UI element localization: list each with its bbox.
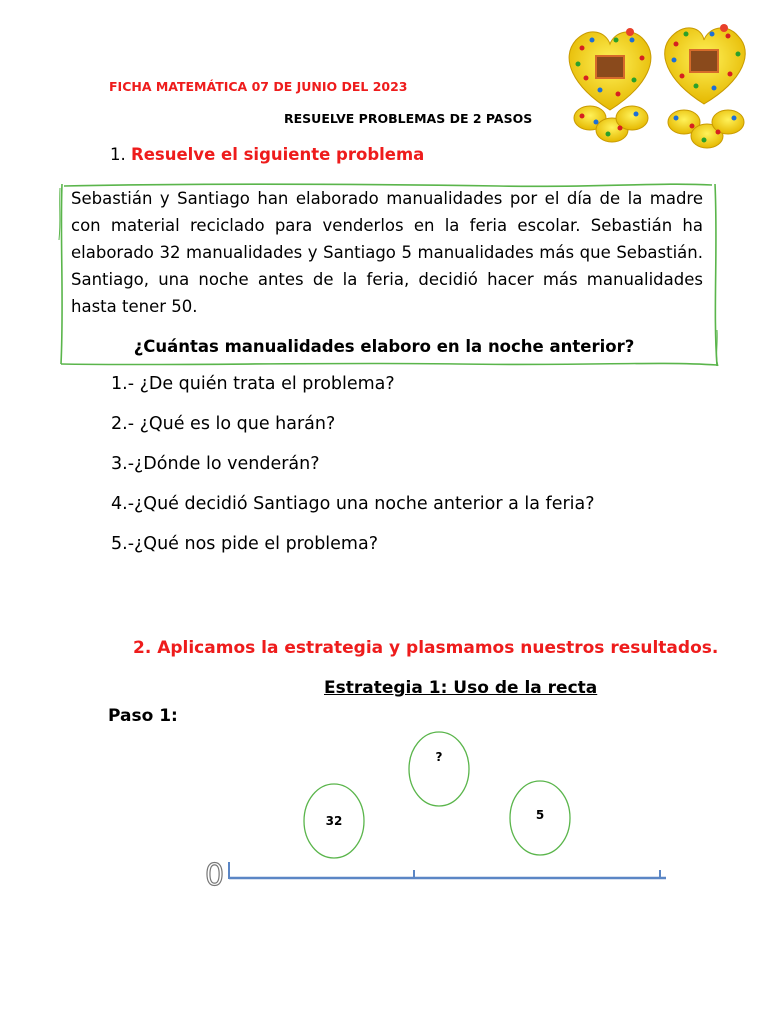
question-2: 2.- ¿Qué es lo que harán?: [111, 414, 336, 434]
question-3: 3.-¿Dónde lo venderán?: [111, 454, 320, 474]
heart-boxes-image: [552, 18, 757, 158]
section2-heading: 2. Aplicamos la estrategia y plasmamos nuestros resultados.: [133, 638, 719, 658]
step-label: Paso 1:: [108, 706, 178, 726]
section1-heading: [110, 145, 424, 164]
problem-question: ¿Cuántas manualidades elaboro en la noche anterior?: [133, 337, 635, 356]
section1-label: Resuelve el siguiente problema: [131, 145, 425, 164]
bubble-5-label: 5: [535, 808, 545, 822]
bubble-question: [409, 732, 469, 806]
question-1: 1.- ¿De quién trata el problema?: [111, 374, 395, 394]
number-line-zero: 0: [205, 858, 225, 893]
strategy-title: Estrategia 1: Uso de la recta: [324, 678, 598, 698]
problem-statement: Sebastián y Santiago han elaborado manualidades por el día de la madre con material reciclado para venderlos en la feria escolar. Sebastián ha elaborado 32 manualidades y Santiago 5 manualidades más que Sebastián. Santiago, una noche antes de la feria, decidió hacer más manualidades hasta tener 50.: [71, 189, 703, 316]
question-5: 5.-¿Qué nos pide el problema?: [111, 534, 378, 554]
worksheet-title: FICHA MATEMÁTICA 07 DE JUNIO DEL 2023: [109, 79, 408, 94]
bubble-32-label: 32: [325, 814, 343, 828]
worksheet-subtitle: RESUELVE PROBLEMAS DE 2 PASOS: [284, 111, 533, 126]
question-4: 4.-¿Qué decidió Santiago una noche anterior a la feria?: [111, 494, 595, 514]
bubble-question-label: ?: [435, 750, 443, 764]
section1-number: 1.: [110, 145, 126, 164]
